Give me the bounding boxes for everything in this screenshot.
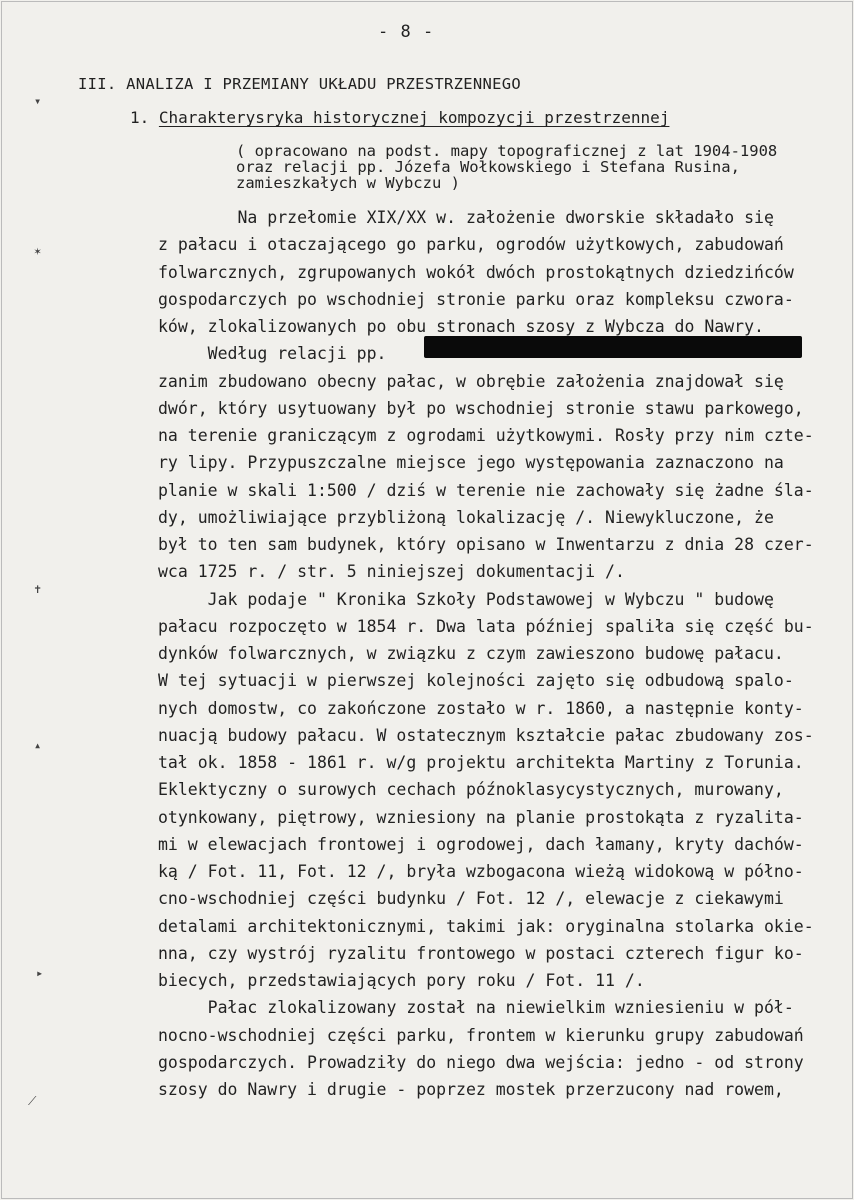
margin-mark: ▸: [36, 966, 44, 980]
body-line: nna, czy wystrój ryzalitu frontowego w postaci czterech figur ko-: [158, 943, 804, 963]
body-line: cno-wschodniej części budynku / Fot. 12 /, elewacje z ciekawymi: [158, 889, 784, 909]
body-line: mi w elewacjach frontowej i ogrodowej, dach łamany, kryty dachów-: [158, 834, 804, 854]
body-line: zanim zbudowano obecny pałac, w obrębie założenia znajdował się: [158, 371, 784, 391]
body-line: nych domostw, co zakończone zostało w r. 1860, a następnie konty-: [158, 698, 804, 718]
margin-mark: ▴: [34, 738, 42, 752]
margin-mark: ▾: [34, 94, 42, 108]
body-line: gospodarczych. Prowadziły do niego dwa wejścia: jedno - od strony: [158, 1052, 804, 1072]
body-line: gospodarczych po wschodniej stronie parku oraz kompleksu czwora-: [158, 289, 794, 309]
source-note-line: ( opracowano na podst. mapy topograficznej z lat 1904-1908: [236, 142, 778, 160]
body-line: wca 1725 r. / str. 5 niniejszej dokumentacji /.: [158, 562, 625, 582]
body-line: był to ten sam budynek, który opisano w Inwentarzu z dnia 28 czer-: [158, 535, 814, 554]
body-line: dynków folwarcznych, w związku z czym zawieszono budowę pałacu.: [158, 644, 784, 663]
margin-mark: ✝: [34, 582, 42, 596]
subsection-heading: [130, 108, 669, 127]
body-line: pałacu rozpoczęto w 1854 r. Dwa lata później spaliła się część bu-: [158, 616, 814, 636]
body-line: Według relacji pp.: [158, 344, 387, 364]
body-line: W tej sytuacji w pierwszej kolejności zajęto się odbudową spalo-: [158, 671, 794, 691]
source-note: [236, 143, 777, 191]
page-number: - 8 -: [378, 22, 435, 42]
body-line: nocno-wschodniej części parku, frontem w kierunku grupy zabudowań: [158, 1025, 804, 1045]
body-line: z pałacu i otaczającego go parku, ogrodów użytkowych, zabudowań: [158, 235, 784, 255]
body-line: planie w skali 1:500 / dziś w terenie nie zachowały się żadne śla-: [158, 480, 814, 500]
body-line: detalami architektonicznymi, takimi jak: oryginalna stolarka okie-: [158, 916, 814, 936]
body-line: Pałac zlokalizowany został na niewielkim wzniesieniu w pół-: [158, 998, 794, 1018]
body-line: otynkowany, piętrowy, wzniesiony na planie prostokąta z ryzalita-: [158, 807, 804, 827]
body-line: dwór, który usytuowany był po wschodniej stronie stawu parkowego,: [158, 398, 804, 418]
body-line: folwarcznych, zgrupowanych wokół dwóch prostokątnych dziedzińców: [158, 262, 794, 282]
source-note-line: zamieszkałych w Wybczu ): [236, 174, 460, 192]
margin-mark: ✶: [34, 244, 42, 258]
subsection-number: 1.: [130, 108, 150, 127]
body-line: ków, zlokalizowanych po obu stronach szosy z Wybcza do Nawry.: [158, 317, 764, 336]
body-line: ry lipy. Przypuszczalne miejsce jego występowania zaznaczono na: [158, 453, 784, 473]
body-line: ką / Fot. 11, Fot. 12 /, bryła wzbogacona wieżą widokową w półno-: [158, 862, 804, 881]
subsection-title: Charakterysryka historycznej kompozycji przestrzennej: [158, 108, 670, 127]
body-line: nuacją budowy pałacu. W ostatecznym kształcie pałac zbudowany zos-: [158, 725, 814, 745]
redaction-bar: [424, 336, 802, 358]
section-heading: III. ANALIZA I PRZEMIANY UKŁADU PRZESTRZENNEGO: [78, 75, 522, 93]
body-line: tał ok. 1858 - 1861 r. w/g projektu architekta Martiny z Torunia.: [158, 753, 804, 772]
body-line: Eklektyczny o surowych cechach późnoklasycystycznych, murowany,: [158, 780, 784, 800]
source-note-line: oraz relacji pp. Józefa Wołkowskiego i Stefana Rusina,: [236, 158, 740, 176]
body-line: biecych, przedstawiających pory roku / Fot. 11 /.: [158, 971, 645, 990]
body-line: Jak podaje " Kronika Szkoły Podstawowej w Wybczu " budowę: [158, 589, 774, 609]
body-line: na terenie graniczącym z ogrodami użytkowymi. Rosły przy nim czte-: [158, 426, 814, 445]
margin-mark: ⟋: [28, 1094, 37, 1108]
body-line: szosy do Nawry i drugie - poprzez mostek przerzucony nad rowem,: [158, 1080, 784, 1099]
body-line: dy, umożliwiające przybliżoną lokalizację /. Niewykluczone, że: [158, 507, 774, 527]
body-line: Na przełomie XIX/XX w. założenie dworskie składało się: [158, 208, 774, 227]
